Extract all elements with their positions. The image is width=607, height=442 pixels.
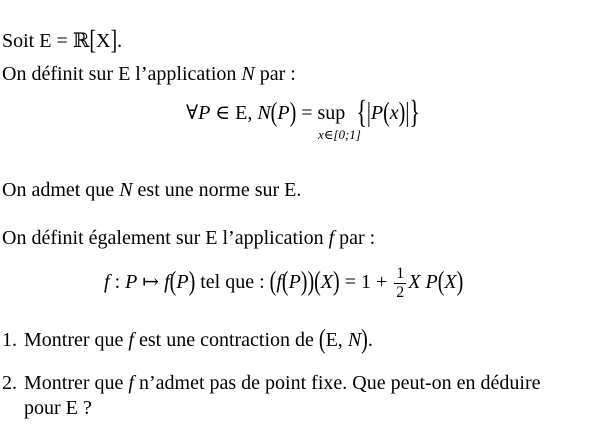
fraction-numerator: 1 (396, 265, 405, 282)
right-paren: ) (300, 267, 308, 297)
line2-post: par : (254, 63, 296, 85)
close-bracket: ] (110, 26, 118, 56)
var-x: X (408, 271, 421, 294)
var-p: P (425, 271, 438, 294)
item-number: 2. (2, 372, 17, 394)
list-item-2 (2, 373, 541, 393)
forall-symbol: ∀ (186, 102, 199, 124)
line4-post: par : (334, 227, 376, 249)
fraction-denominator: 2 (396, 284, 405, 301)
left-paren: ( (169, 267, 177, 297)
left-paren: ( (318, 325, 326, 355)
left-paren: ( (437, 267, 445, 297)
line2-pre: On définit sur E l’application (2, 63, 242, 85)
list-item-1 (2, 325, 373, 355)
formula-2 (104, 266, 463, 301)
set-e: E, (325, 329, 348, 351)
colon: : (109, 271, 126, 294)
in-e: ∈ E, (210, 102, 258, 124)
item1-mid: est une contraction de (133, 329, 319, 351)
period: . (367, 329, 373, 351)
var-f: f (164, 271, 170, 294)
var-n: N (257, 102, 271, 124)
left-paren: ( (269, 267, 277, 297)
maps-to-arrow: ↦ (137, 271, 165, 294)
left-paren: ( (281, 267, 289, 297)
line4-pre: On définit également sur E l’application (2, 227, 329, 249)
var-p: P (288, 271, 301, 294)
period: . (117, 30, 123, 52)
var-x: x (389, 102, 399, 124)
sup-subscript: x∈[0;1] (318, 127, 361, 142)
var-x: X (96, 30, 111, 52)
line3-post: est une norme sur E. (132, 179, 302, 201)
var-x: X (320, 271, 334, 294)
var-p: P (176, 271, 189, 294)
line3-pre: On admet que (2, 179, 120, 201)
right-paren: ) (289, 98, 297, 128)
var-f: f (328, 227, 335, 249)
left-brace: { (356, 92, 367, 130)
tel-que: tel que : (195, 271, 270, 294)
list-item-2-continuation: pour E ? (24, 397, 92, 419)
right-paren: ) (333, 267, 340, 297)
line-4 (2, 228, 375, 248)
var-f: f (128, 329, 134, 351)
var-p: P (370, 102, 384, 124)
equals: = (296, 102, 318, 124)
right-paren: ) (188, 267, 196, 297)
var-f: f (104, 271, 110, 294)
item2-post: n’admet pas de point fixe. Que peut-on en déduire (133, 372, 541, 394)
line-2 (2, 64, 296, 84)
var-f: f (276, 271, 282, 294)
item-number: 1. (2, 329, 17, 351)
right-paren: ) (398, 98, 406, 128)
item1-pre: Montrer que (24, 329, 129, 351)
left-paren: ( (383, 98, 390, 128)
left-abs-bar: | (366, 98, 371, 128)
var-p: P (277, 102, 290, 124)
item2-pre: Montrer que (24, 372, 129, 394)
left-paren: ( (270, 98, 278, 128)
right-brace: } (409, 92, 420, 130)
var-n: N (347, 329, 362, 351)
line1-text: Soit E = ℝ (2, 30, 90, 52)
line-1 (2, 26, 123, 56)
var-p: P (198, 102, 211, 124)
equals-one-plus: = 1 + (339, 271, 393, 294)
open-bracket: [ (89, 26, 97, 56)
right-paren: ) (456, 267, 464, 297)
sup-operator: sup (317, 102, 346, 124)
var-n: N (119, 179, 133, 201)
var-n: N (241, 63, 255, 85)
var-x: X (444, 271, 457, 294)
line-3 (2, 180, 301, 200)
var-p: P (125, 271, 138, 294)
right-paren: ) (361, 325, 368, 355)
var-f: f (128, 372, 134, 394)
right-abs-bar: | (405, 98, 410, 128)
paren-pair: )( (307, 267, 321, 297)
formula-1 (186, 92, 420, 130)
fraction-one-half (394, 266, 406, 301)
